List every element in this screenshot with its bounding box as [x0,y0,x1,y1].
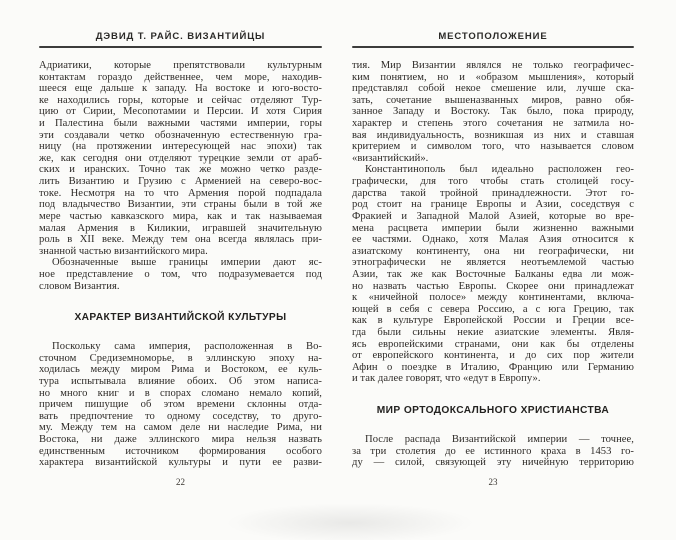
text-line: ских и иранских. Точно так же можно четко разде- [39,164,322,176]
text-line: токе. Несмотря на то что Армения порой подпадала [39,187,322,199]
text-line: мере частью кавказского мира, как и так называемая [39,210,322,222]
paragraph [352,434,634,469]
text-line: гда были сильны некие азиатские элементы. Явля- [352,327,634,339]
text-line: тия. Мир Византии являлся не только географичес- [352,60,634,71]
text-line: под владычество Византии, эти страны были в той же [39,199,322,211]
text-line: сточном Средиземноморье, в эллинскую эпоху на- [39,352,322,364]
text-line: ду — силой, связующей эту ничейную территорию [352,457,634,469]
text-line: мена расцвета империи были жизненно важными [352,222,634,234]
text-line: Поскольку сама империя, расположенная в Во- [52,341,322,353]
text-line: к «ничейной полосе» между континентами, включа- [352,292,634,304]
text-line: ким понятием, но и «образом мышления», который [352,71,634,83]
text-line: причем пишущие об этом времени склонны отда- [39,399,322,411]
page-body-right [352,60,634,469]
text-line: Константинополь был идеально расположен гео- [365,164,634,176]
text-line: лить Византию и Грузию с Арменией на северо-вос- [39,176,322,188]
text-line: критерием и символом того, что называется словом [352,141,634,153]
text-line: Востока, ни даже эллинского мира нельзя назвать [39,434,322,446]
text-line: шееся еще дальше к западу. На востоке и юго-восто- [39,83,322,95]
text-line: за три столетия до ее истинного краха в 1453 го- [352,445,634,457]
text-line: единственным источником формирования особого [39,445,322,457]
text-line: ницу (на протяжении интересующей нас эпохи) так [39,141,322,153]
running-head-right: МЕСТОПОЛОЖЕНИЕ [438,31,548,42]
running-head-left: ДЭВИД Т. РАЙС. ВИЗАНТИЙЦЫ [95,31,266,42]
text-line: характер и степень этого сочетания не затмила но- [352,118,634,130]
header-rule-left [39,46,322,48]
page-number-right: 23 [488,476,498,487]
text-line: же, как сегодня они отделяют турецкие земли от араб- [39,152,322,164]
text-line: но много книг и в спорах сломано немало копий, [39,387,322,399]
header-rule-right [352,46,634,48]
text-line: му. Между тем на самом деле ни наследие Рима, ни [39,422,322,434]
text-line: эти создавали четко обозначенную естественную гра- [39,129,322,141]
text-line: этнографически не является неотъемлемой частью [352,257,634,269]
text-line: Обозначенные выше границы империи дают яс- [52,257,322,269]
text-line: представлял собой некое смешение или, лучше ска- [352,83,634,95]
paragraph [352,60,634,164]
paragraph [352,164,634,385]
page-right [352,0,634,540]
text-line: малая Армения в Киликии, игравшей значительную [39,222,322,234]
text-line: Афин о поездке в Италию, Францию или Германию [352,361,634,373]
text-line: ее частями. Однако, хотя Малая Азия относится к [352,234,634,246]
section-heading: ХАРАКТЕР ВИЗАНТИЙСКОЙ КУЛЬТУРЫ [74,312,287,324]
text-line: графически, для того чтобы стать столицей госу- [352,176,634,188]
page-body-left [39,60,322,469]
text-line: Адриатики, которые препятствовали культурным [39,60,322,71]
text-line: ходилась между миром Рима и Востоком, ее куль- [39,364,322,376]
text-line: и так далее говорят, что «едут в Европу». [352,373,541,385]
text-line: Фракией и Западной Малой Азией, которые во вре- [352,210,634,222]
text-line: от европейского континента, и до сих пор жители [352,350,634,362]
text-line: род стоит на границе Европы и Азии, соседствуя с [352,199,634,211]
text-line: азиатскому континенту, она ни географически, ни [352,245,634,257]
text-line: вать предпочтение то одному соседству, то друго- [39,410,322,422]
text-line: тура испытывала влияние обоих. Об этом написа- [39,376,322,388]
text-line: как в культуре Европейской России и Греции все- [352,315,634,327]
section-heading: МИР ОРТОДОКСАЛЬНОГО ХРИСТИАНСТВА [376,405,610,417]
text-line: дарства такой тройной принадлежности. Этот го- [352,187,634,199]
text-line: контактам гораздо действеннее, чем море, находив- [39,71,322,83]
text-line: характера византийской культуры и пути ее разви- [39,457,322,469]
page-left [39,0,322,540]
text-line: и Палестина были важными частями империи, горы [39,118,322,130]
paragraph [39,257,322,292]
text-line: Азии, так же как Восточные Балканы едва ли мож- [352,268,634,280]
text-line: словом Византия. [39,280,120,292]
text-line: После распада Византийской империи — точнее, [365,434,634,446]
text-line: ясь европейскими странами, они как бы отделены [352,338,634,350]
text-line: знанной частью византийского мира. [39,245,208,257]
text-line: цию от Сирии, Месопотамии и Персии. И хотя Сирия [39,106,322,118]
text-line: но назвать частью Европы. Скорее они принадлежат [352,280,634,292]
page-number-left: 22 [176,476,185,487]
text-line: «византийский». [352,152,429,164]
text-line: ное представление о том, что подразумевается под [39,268,322,280]
text-line: ке находились горы, которые и сейчас отделяют Тур- [39,94,322,106]
paragraph [39,60,322,257]
text-line: зать, сочетание вышеназванных миров, равно обя- [352,94,634,106]
text-line: вая индивидуальность, возникшая из них и ставшая [352,129,634,141]
text-line: занное Западу и Востоку. Так было, пока природу, [352,106,634,118]
text-line: ющей в себя с севера Россию, а с юга Грецию, так [352,303,634,315]
paragraph [39,341,322,469]
text-line: роль в XII веке. Между тем она всегда являлась при- [39,234,322,246]
